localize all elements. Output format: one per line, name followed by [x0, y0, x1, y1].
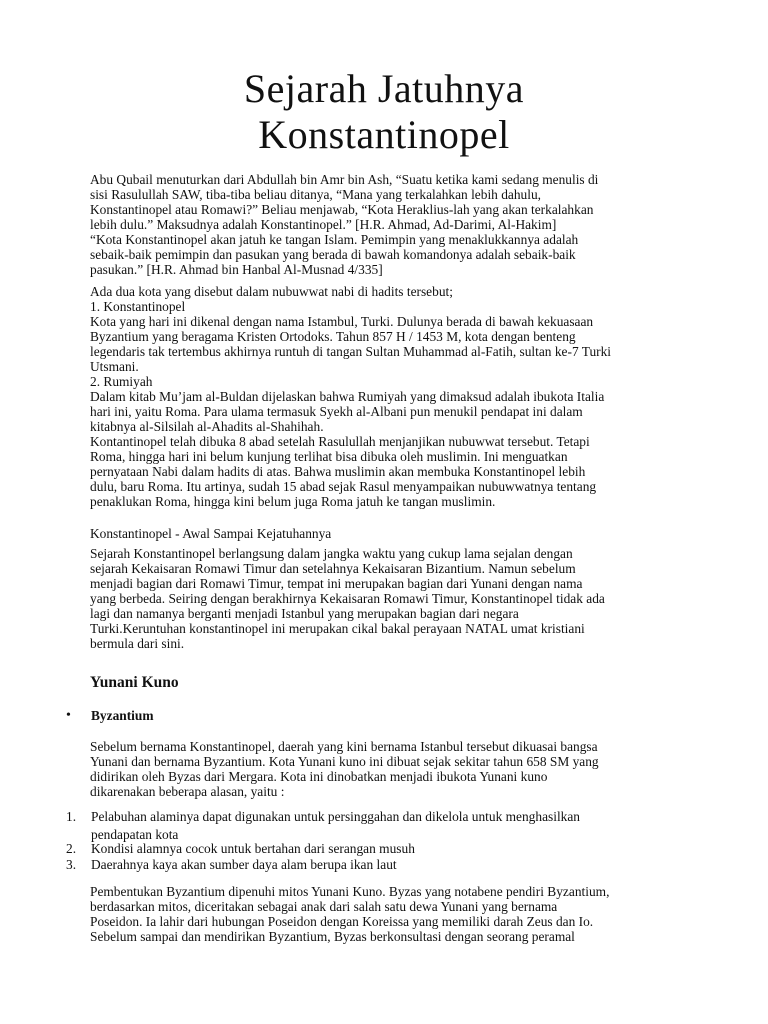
text-line: sejarah Kekaisaran Romawi Timur dan setelahnya Kekaisaran Bizantium. Namun sebelum — [90, 561, 576, 576]
text-line: Poseidon. Ia lahir dari hubungan Poseidon dengan Koreissa yang memiliki darah Zeus dan Io. — [90, 914, 594, 929]
text-line: Turki.Keruntuhan konstantinopel ini merupakan cikal bakal perayaan NATAL umat kristiani — [90, 621, 585, 636]
text-line: sisi Rasulullah SAW, tiba-tiba beliau ditanya, “Mana yang terkalahkan lebih dahulu, — [90, 187, 541, 202]
list-marker: 1. — [66, 809, 77, 824]
list-marker: 2. — [66, 841, 77, 856]
text-line: Kontantinopel telah dibuka 8 abad setelah Rasulullah menjanjikan nubuwwat tersebut. Tetapi — [90, 434, 590, 449]
text-line: lagi dan namanya berganti menjadi Istanbul yang merupakan bagian dari negara — [90, 606, 519, 621]
text-line: Kota yang hari ini dikenal dengan nama Istambul, Turki. Dulunya berada di bawah kekuasaan — [90, 314, 594, 329]
sejarah-paragraph — [90, 546, 680, 651]
text-line: Konstantinopel atau Romawi?” Beliau menjawab, “Kota Heraklius-lah yang akan terkalahkan — [90, 202, 594, 217]
text-line: Dalam kitab Mu’jam al-Buldan dijelaskan bahwa Rumiyah yang dimaksud adalah ibukota Italia — [90, 389, 605, 404]
text-line: penaklukan Roma, hingga kini belum juga Roma jatuh ke tangan muslimin. — [90, 494, 496, 509]
text-line: pendapatan kota — [91, 827, 179, 842]
text-line: lebih dulu.” Maksudnya adalah Konstantinopel.” [H.R. Ahmad, Ad-Darimi, Al-Hakim] — [90, 217, 557, 232]
text-line: Sebelum sampai dan mendirikan Byzantium, Byzas berkonsultasi dengan seorang peramal — [90, 929, 575, 944]
text-line: 2. Rumiyah — [90, 374, 153, 389]
text-line: dulu, baru Roma. Itu artinya, sudah 15 abad sejak Rasul menyampaikan nubuwwatnya tentang — [90, 479, 597, 494]
text-line: Abu Qubail menuturkan dari Abdullah bin Amr bin Ash, “Suatu ketika kami sedang menulis di — [90, 172, 599, 187]
text-line: 1. Konstantinopel — [90, 299, 186, 314]
title-line-1: Sejarah Jatuhnya — [243, 66, 525, 111]
text-line: Pembentukan Byzantium dipenuhi mitos Yunani Kuno. Byzas yang notabene pendiri Byzantium, — [90, 884, 610, 899]
text-line: yang berbeda. Seiring dengan berakhirnya Kekaisaran Romawi Timur, Konstantinopel tidak ada — [90, 591, 605, 606]
text-line: bermula dari sini. — [90, 636, 185, 651]
text-line: pasukan.” [H.R. Ahmad bin Hanbal Al-Musnad 4/335] — [90, 262, 383, 277]
text-line: sebaik-baik pemimpin dan pasukan yang berada di bawah komandonya adalah sebaik-baik — [90, 247, 576, 262]
intro-paragraph — [90, 172, 680, 277]
kota-paragraph — [90, 284, 680, 509]
text-line: hari ini, yaitu Roma. Para ulama termasuk Syekh al-Albani pun menukil pendapat ini dalam — [90, 404, 583, 419]
text-line: berdasarkan mitos, diceritakan sebagai anak dari salah satu dewa Yunani yang bernama — [90, 899, 558, 914]
section-title: Konstantinopel - Awal Sampai Kejatuhannya — [90, 526, 332, 541]
bullet-label: Byzantium — [91, 708, 154, 723]
text-line: Ada dua kota yang disebut dalam nubuwwat nabi di hadits tersebut; — [90, 284, 453, 299]
text-line: didirikan oleh Byzas dari Mergara. Kota ini dinobatkan menjadi ibukota Yunani kuno — [90, 769, 548, 784]
text-line: dikarenakan beberapa alasan, yaitu : — [90, 784, 285, 799]
text-line: Sejarah Konstantinopel berlangsung dalam jangka waktu yang cukup lama sejalan dengan — [90, 546, 573, 561]
bullet-marker: • — [66, 708, 71, 723]
title-line-2: Konstantinopel — [258, 112, 510, 157]
text-line: Kondisi alamnya cocok untuk bertahan dari serangan musuh — [91, 841, 415, 856]
text-line: Utsmani. — [90, 359, 139, 374]
text-line: Pelabuhan alaminya dapat digunakan untuk persinggahan dan dikelola untuk menghasilkan — [91, 809, 580, 824]
text-line: menjadi bagian dari Romawi Timur, tempat ini merupakan bagian dari Yunani dengan nama — [90, 576, 583, 591]
text-line: kitabnya al-Silsilah al-Ahadits al-Shahihah. — [90, 419, 324, 434]
heading-yunani-kuno: Yunani Kuno — [90, 674, 179, 691]
text-line: Sebelum bernama Konstantinopel, daerah yang kini bernama Istanbul tersebut dikuasai bangsa — [90, 739, 598, 754]
mitos-paragraph — [90, 884, 680, 944]
document-title — [0, 66, 768, 158]
text-line: pernyataan Nabi dalam hadits di atas. Bahwa muslimin akan membuka Konstantinopel lebih — [90, 464, 586, 479]
text-line: Yunani dan bernama Byzantium. Kota Yunani kuno ini dibuat sejak sekitar tahun 658 SM yang — [90, 754, 599, 769]
byzantium-paragraph — [90, 739, 680, 799]
text-line: Daerahnya kaya akan sumber daya alam berupa ikan laut — [91, 857, 397, 872]
list-marker: 3. — [66, 857, 77, 872]
text-line: Byzantium yang beragama Kristen Ortodoks. Tahun 857 H / 1453 M, kota dengan benteng — [90, 329, 576, 344]
text-line: legendaris tak tertembus akhirnya runtuh di tangan Sultan Muhammad al-Fatih, sultan ke-7 Turki — [90, 344, 612, 359]
text-line: Roma, hingga hari ini belum kunjung terlihat bisa dibuka oleh muslimin. Ini menguatkan — [90, 449, 568, 464]
text-line: “Kota Konstantinopel akan jatuh ke tangan Islam. Pemimpin yang menaklukkannya adalah — [90, 232, 579, 247]
